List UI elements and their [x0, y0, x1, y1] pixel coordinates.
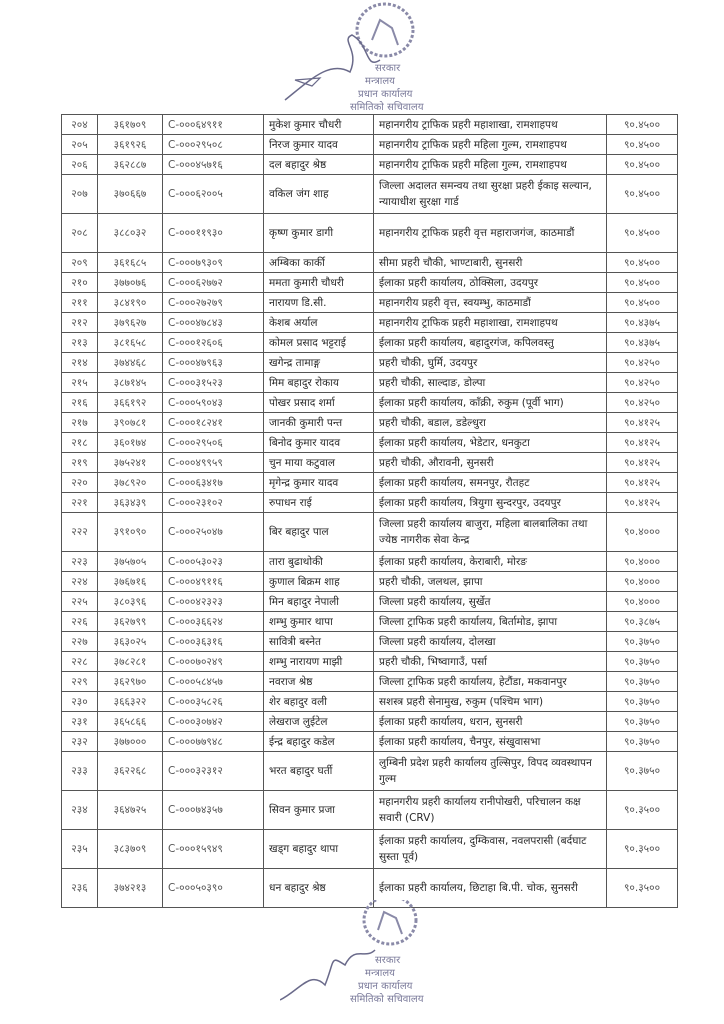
table-row [62, 612, 678, 632]
office-cell: ईलाका प्रहरी कार्यालय, चैनपुर, संखुवासभा [374, 732, 607, 752]
symbol-code-cell: C-०००३१५२३ [163, 373, 264, 393]
serial-number-cell: २११ [62, 293, 98, 313]
roll-number-cell: ३७८९२० [98, 473, 163, 493]
table-row [62, 652, 678, 672]
roll-number-cell: ३६२९७० [98, 672, 163, 692]
roll-number-cell: ३६१७०९ [98, 115, 163, 135]
name-cell: शम्भु कुमार थापा [264, 612, 374, 632]
serial-number-cell: २३२ [62, 732, 98, 752]
score-cell: ९०.४१२५ [607, 473, 678, 493]
roll-number-cell: ३६५८६६ [98, 712, 163, 732]
symbol-code-cell: C-०००३५८२६ [163, 692, 264, 712]
table-row [62, 712, 678, 732]
score-cell: ९०.४५०० [607, 135, 678, 155]
score-cell: ९०.३५०० [607, 830, 678, 869]
name-cell: रुपाधन राई [264, 493, 374, 513]
score-cell: ९०.४००० [607, 572, 678, 592]
name-cell: चुन माया कटुवाल [264, 453, 374, 473]
results-table-body [62, 115, 678, 908]
symbol-code-cell: C-०००३२३१२ [163, 752, 264, 791]
serial-number-cell: २१९ [62, 453, 98, 473]
score-cell: ९०.४५०० [607, 175, 678, 214]
stamp-line: सरकार [375, 955, 401, 966]
serial-number-cell: २१२ [62, 313, 98, 333]
score-cell: ९०.४५०० [607, 273, 678, 293]
office-cell: महानगरीय प्रहरी कार्यालय रानीपोखरी, परिचालन कक्ष सवारी (CRV) [374, 791, 607, 830]
score-cell: ९०.४३७५ [607, 313, 678, 333]
serial-number-cell: २२३ [62, 552, 98, 572]
roll-number-cell: ३७७०७६ [98, 273, 163, 293]
stamp-line: सरकार [375, 63, 401, 74]
symbol-code-cell: C-०००७९३०९ [163, 253, 264, 273]
serial-number-cell: २१६ [62, 393, 98, 413]
stamp-line: मन्त्रालय [365, 76, 395, 87]
official-stamp-bottom [280, 900, 430, 1010]
name-cell: शम्भु नारायण माझी [264, 652, 374, 672]
roll-number-cell: ३८१६५८ [98, 333, 163, 353]
symbol-code-cell: C-०००३६६२४ [163, 612, 264, 632]
serial-number-cell: २३६ [62, 869, 98, 908]
score-cell: ९०.४५०० [607, 155, 678, 175]
name-cell: भरत बहादुर घर्ती [264, 752, 374, 791]
score-cell: ९०.३७५० [607, 652, 678, 672]
office-cell: ईलाका प्रहरी कार्यालय, त्रियुगा सुन्दरपुर, उदयपुर [374, 493, 607, 513]
roll-number-cell: ३६१९२६ [98, 135, 163, 155]
symbol-code-cell: C-०००४५७१६ [163, 155, 264, 175]
stamp-line: प्रधान कार्यालय [358, 89, 413, 100]
score-cell: ९०.४३७५ [607, 333, 678, 353]
roll-number-cell: ३७८२८१ [98, 652, 163, 672]
name-cell: तारा बुढाथोकी [264, 552, 374, 572]
serial-number-cell: २०९ [62, 253, 98, 273]
name-cell: मुकेश कुमार चौधरी [264, 115, 374, 135]
serial-number-cell: २०४ [62, 115, 98, 135]
roll-number-cell: ३६४७२५ [98, 791, 163, 830]
office-cell: ईलाका प्रहरी कार्यालय, बहादुरगंज, कपिलवस्तु [374, 333, 607, 353]
serial-number-cell: २२१ [62, 493, 98, 513]
office-cell: जिल्ला प्रहरी कार्यालय बाजुरा, महिला बालबालिका तथा ज्येष्ठ नागरीक सेवा केन्द्र [374, 513, 607, 552]
table-row [62, 155, 678, 175]
table-row [62, 253, 678, 273]
roll-number-cell: ३६०१७४ [98, 433, 163, 453]
office-cell: ईलाका प्रहरी कार्यालय, धरान, सुनसरी [374, 712, 607, 732]
score-cell: ९०.३७५० [607, 632, 678, 652]
office-cell: प्रहरी चौकी, जलथल, झापा [374, 572, 607, 592]
office-cell: जिल्ला अदालत समन्वय तथा सुरक्षा प्रहरी ईकाइ सल्यान, न्यायाधीश सुरक्षा गार्ड [374, 175, 607, 214]
roll-number-cell: ३७५२४१ [98, 453, 163, 473]
score-cell: ९०.४५०० [607, 253, 678, 273]
serial-number-cell: २१० [62, 273, 98, 293]
office-cell: ईलाका प्रहरी कार्यालय, छिटाहा बि.पी. चोक, सुनसरी [374, 869, 607, 908]
symbol-code-cell: C-०००६३४१७ [163, 473, 264, 493]
score-cell: ९०.३७५० [607, 732, 678, 752]
symbol-code-cell: C-०००३६३१६ [163, 632, 264, 652]
name-cell: पोखर प्रसाद शर्मा [264, 393, 374, 413]
name-cell: कृष्ण कुमार डागी [264, 214, 374, 253]
table-row [62, 692, 678, 712]
office-cell: ईलाका प्रहरी कार्यालय, समनपुर, रौतहट [374, 473, 607, 493]
office-cell: ईलाका प्रहरी कार्यालय, काँक्री, रुकुम (पूर्वी भाग) [374, 393, 607, 413]
serial-number-cell: २३४ [62, 791, 98, 830]
office-cell: ईलाका प्रहरी कार्यालय, दुम्किवास, नवलपरासी (बर्दघाट सुस्ता पूर्व) [374, 830, 607, 869]
name-cell: मृगेन्द्र कुमार यादव [264, 473, 374, 493]
table-row [62, 592, 678, 612]
serial-number-cell: २२४ [62, 572, 98, 592]
roll-number-cell: ३६३४३९ [98, 493, 163, 513]
name-cell: ईन्द्र बहादुर कडेल [264, 732, 374, 752]
symbol-code-cell: C-०००६२००५ [163, 175, 264, 214]
office-cell: प्रहरी चौकी, साल्दाङ, डोल्पा [374, 373, 607, 393]
symbol-code-cell: C-०००२७२७९ [163, 293, 264, 313]
name-cell: दल बहादुर श्रेष्ठ [264, 155, 374, 175]
name-cell: कोमल प्रसाद भट्टराई [264, 333, 374, 353]
serial-number-cell: २३३ [62, 752, 98, 791]
roll-number-cell: ३८४१९० [98, 293, 163, 313]
name-cell: खगेन्द्र तामाङ्ग [264, 353, 374, 373]
table-row [62, 115, 678, 135]
score-cell: ९०.३७५० [607, 672, 678, 692]
table-row [62, 632, 678, 652]
score-cell: ९०.४००० [607, 513, 678, 552]
table-row [62, 175, 678, 214]
official-stamp-top [280, 0, 430, 113]
name-cell: नारायण डि.सी. [264, 293, 374, 313]
symbol-code-cell: C-०००५९०४३ [163, 393, 264, 413]
symbol-code-cell: C-०००४९११६ [163, 572, 264, 592]
table-row [62, 393, 678, 413]
office-cell: प्रहरी चौकी, औरावनी, सुनसरी [374, 453, 607, 473]
score-cell: ९०.३७५० [607, 712, 678, 732]
symbol-code-cell: C-०००१५९४९ [163, 830, 264, 869]
stamp-line: समितिको सचिवालय [350, 102, 424, 113]
roll-number-cell: ३७०६६७ [98, 175, 163, 214]
office-cell: प्रहरी चौकी, भिष्वागाउँ, पर्सा [374, 652, 607, 672]
name-cell: शेर बहादुर वली [264, 692, 374, 712]
symbol-code-cell: C-०००७७९४८ [163, 732, 264, 752]
results-table [61, 114, 678, 908]
office-cell: लुम्बिनी प्रदेश प्रहरी कार्यालय तुल्सिपुर, विपद व्यवस्थापन गुल्म [374, 752, 607, 791]
roll-number-cell: ३७४२१३ [98, 869, 163, 908]
office-cell: जिल्ला प्रहरी कार्यालय, सुर्खेत [374, 592, 607, 612]
office-cell: ईलाका प्रहरी कार्यालय, ठोक्सिला, उदयपुर [374, 273, 607, 293]
symbol-code-cell: C-०००६४९११ [163, 115, 264, 135]
roll-number-cell: ३९१०९० [98, 513, 163, 552]
roll-number-cell: ३६६३२२ [98, 692, 163, 712]
symbol-code-cell: C-०००२९५०८ [163, 135, 264, 155]
score-cell: ९०.४००० [607, 552, 678, 572]
table-row [62, 453, 678, 473]
roll-number-cell: ३८७१४५ [98, 373, 163, 393]
roll-number-cell: ३६२२६८ [98, 752, 163, 791]
score-cell: ९०.३७५० [607, 752, 678, 791]
serial-number-cell: २२६ [62, 612, 98, 632]
symbol-code-cell: C-०००७४३५७ [163, 791, 264, 830]
name-cell: नवराज श्रेष्ठ [264, 672, 374, 692]
table-row [62, 672, 678, 692]
score-cell: ९०.४१२५ [607, 433, 678, 453]
symbol-code-cell: C-०००१८२४१ [163, 413, 264, 433]
office-cell: महानगरीय प्रहरी वृत्त, स्वयम्भु, काठमाडौं [374, 293, 607, 313]
table-row [62, 552, 678, 572]
serial-number-cell: २०८ [62, 214, 98, 253]
table-row [62, 473, 678, 493]
office-cell: महानगरीय ट्राफिक प्रहरी महिला गुल्म, रामशाहपथ [374, 135, 607, 155]
roll-number-cell: ३९०७८१ [98, 413, 163, 433]
office-cell: जिल्ला ट्राफिक प्रहरी कार्यालय, हेटौंडा, मकवानपुर [374, 672, 607, 692]
name-cell: सावित्री बस्नेत [264, 632, 374, 652]
serial-number-cell: २३१ [62, 712, 98, 732]
office-cell: महानगरीय ट्राफिक प्रहरी वृत्त महाराजगंज, काठमाडौं [374, 214, 607, 253]
score-cell: ९०.४५०० [607, 293, 678, 313]
table-row [62, 752, 678, 791]
name-cell: लेखराज लुईटेल [264, 712, 374, 732]
office-cell: जिल्ला प्रहरी कार्यालय, दोलखा [374, 632, 607, 652]
symbol-code-cell: C-०००५८४५७ [163, 672, 264, 692]
name-cell: केशब अर्याल [264, 313, 374, 333]
score-cell: ९०.४१२५ [607, 493, 678, 513]
table-row [62, 135, 678, 155]
office-cell: महानगरीय ट्राफिक प्रहरी महिला गुल्म, रामशाहपथ [374, 155, 607, 175]
roll-number-cell: ३७४४६८ [98, 353, 163, 373]
office-cell: जिल्ला ट्राफिक प्रहरी कार्यालय, बिर्तामोड, झापा [374, 612, 607, 632]
table-row [62, 353, 678, 373]
table-row [62, 791, 678, 830]
roll-number-cell: ३६६१९२ [98, 393, 163, 413]
score-cell: ९०.४५०० [607, 115, 678, 135]
roll-number-cell: ३८०३९६ [98, 592, 163, 612]
office-cell: महानगरीय ट्राफिक प्रहरी महाशाखा, रामशाहपथ [374, 115, 607, 135]
serial-number-cell: २३५ [62, 830, 98, 869]
table-row [62, 572, 678, 592]
serial-number-cell: २२८ [62, 652, 98, 672]
name-cell: बिनोद कुमार यादव [264, 433, 374, 453]
serial-number-cell: २२५ [62, 592, 98, 612]
serial-number-cell: २२० [62, 473, 98, 493]
roll-number-cell: ३७९६२७ [98, 313, 163, 333]
score-cell: ९०.४५०० [607, 214, 678, 253]
serial-number-cell: २१३ [62, 333, 98, 353]
name-cell: खड्ग बहादुर थापा [264, 830, 374, 869]
symbol-code-cell: C-०००२९५०६ [163, 433, 264, 453]
serial-number-cell: २२२ [62, 513, 98, 552]
score-cell: ९०.४००० [607, 592, 678, 612]
serial-number-cell: २३० [62, 692, 98, 712]
name-cell: कुणाल बिक्रम शाह [264, 572, 374, 592]
table-row [62, 732, 678, 752]
symbol-code-cell: C-०००११९३० [163, 214, 264, 253]
name-cell: मिन बहादुर नेपाली [264, 592, 374, 612]
table-row [62, 273, 678, 293]
score-cell: ९०.४१२५ [607, 453, 678, 473]
serial-number-cell: २१४ [62, 353, 98, 373]
name-cell: निरज कुमार यादव [264, 135, 374, 155]
score-cell: ९०.४२५० [607, 353, 678, 373]
office-cell: सीमा प्रहरी चौकी, भाण्टाबारी, सुनसरी [374, 253, 607, 273]
serial-number-cell: २२७ [62, 632, 98, 652]
serial-number-cell: २१८ [62, 433, 98, 453]
office-cell: प्रहरी चौकी, बडाल, डडेल्धुरा [374, 413, 607, 433]
table-row [62, 293, 678, 313]
office-cell: प्रहरी चौकी, घुर्मि, उदयपुर [374, 353, 607, 373]
office-cell: ईलाका प्रहरी कार्यालय, भेडेटार, धनकुटा [374, 433, 607, 453]
table-row [62, 513, 678, 552]
roll-number-cell: ३६३०२५ [98, 632, 163, 652]
roll-number-cell: ३६२७९९ [98, 612, 163, 632]
symbol-code-cell: C-०००७०२४९ [163, 652, 264, 672]
name-cell: जानकी कुमारी पन्त [264, 413, 374, 433]
score-cell: ९०.४२५० [607, 373, 678, 393]
score-cell: ९०.३५०० [607, 869, 678, 908]
symbol-code-cell: C-०००१२६०६ [163, 333, 264, 353]
table-row [62, 333, 678, 353]
roll-number-cell: ३८३७०९ [98, 830, 163, 869]
symbol-code-cell: C-०००४७८४३ [163, 313, 264, 333]
symbol-code-cell: C-०००४९९५९ [163, 453, 264, 473]
name-cell: मिम बहादुर रोकाय [264, 373, 374, 393]
name-cell: धन बहादुर श्रेष्ठ [264, 869, 374, 908]
serial-number-cell: २०६ [62, 155, 98, 175]
table-row [62, 214, 678, 253]
name-cell: ममता कुमारी चौधरी [264, 273, 374, 293]
stamp-line: प्रधान कार्यालय [358, 981, 413, 992]
symbol-code-cell: C-०००५०३९० [163, 869, 264, 908]
name-cell: वकिल जंग शाह [264, 175, 374, 214]
roll-number-cell: ३७७००० [98, 732, 163, 752]
stamp-line: समितिको सचिवालय [350, 994, 424, 1005]
serial-number-cell: २२९ [62, 672, 98, 692]
serial-number-cell: २०५ [62, 135, 98, 155]
symbol-code-cell: C-०००६२७७२ [163, 273, 264, 293]
symbol-code-cell: C-०००४७९६३ [163, 353, 264, 373]
office-cell: सशस्त्र प्रहरी सेनामुख, रुकुम (पश्चिम भाग) [374, 692, 607, 712]
table-row [62, 433, 678, 453]
score-cell: ९०.३७५० [607, 692, 678, 712]
serial-number-cell: २१५ [62, 373, 98, 393]
roll-number-cell: ३६२८८७ [98, 155, 163, 175]
table-row [62, 830, 678, 869]
name-cell: सिवन कुमार प्रजा [264, 791, 374, 830]
table-row [62, 413, 678, 433]
symbol-code-cell: C-०००३०७४२ [163, 712, 264, 732]
table-row [62, 493, 678, 513]
roll-number-cell: ३८८०३२ [98, 214, 163, 253]
table-row [62, 373, 678, 393]
roll-number-cell: ३७६७१६ [98, 572, 163, 592]
table-row [62, 313, 678, 333]
office-cell: ईलाका प्रहरी कार्यालय, केराबारी, मोरङ [374, 552, 607, 572]
symbol-code-cell: C-०००४२३२३ [163, 592, 264, 612]
roll-number-cell: ३७५७०५ [98, 552, 163, 572]
symbol-code-cell: C-०००५३०२३ [163, 552, 264, 572]
stamp-line: मन्त्रालय [365, 968, 395, 979]
office-cell: महानगरीय ट्राफिक प्रहरी महाशाखा, रामशाहपथ [374, 313, 607, 333]
name-cell: अम्बिका कार्की [264, 253, 374, 273]
score-cell: ९०.४१२५ [607, 413, 678, 433]
symbol-code-cell: C-०००२३१०२ [163, 493, 264, 513]
score-cell: ९०.३८७५ [607, 612, 678, 632]
score-cell: ९०.३५०० [607, 791, 678, 830]
serial-number-cell: २०७ [62, 175, 98, 214]
serial-number-cell: २१७ [62, 413, 98, 433]
name-cell: बिर बहादुर पाल [264, 513, 374, 552]
roll-number-cell: ३६१६८५ [98, 253, 163, 273]
symbol-code-cell: C-०००२५०४७ [163, 513, 264, 552]
score-cell: ९०.४२५० [607, 393, 678, 413]
